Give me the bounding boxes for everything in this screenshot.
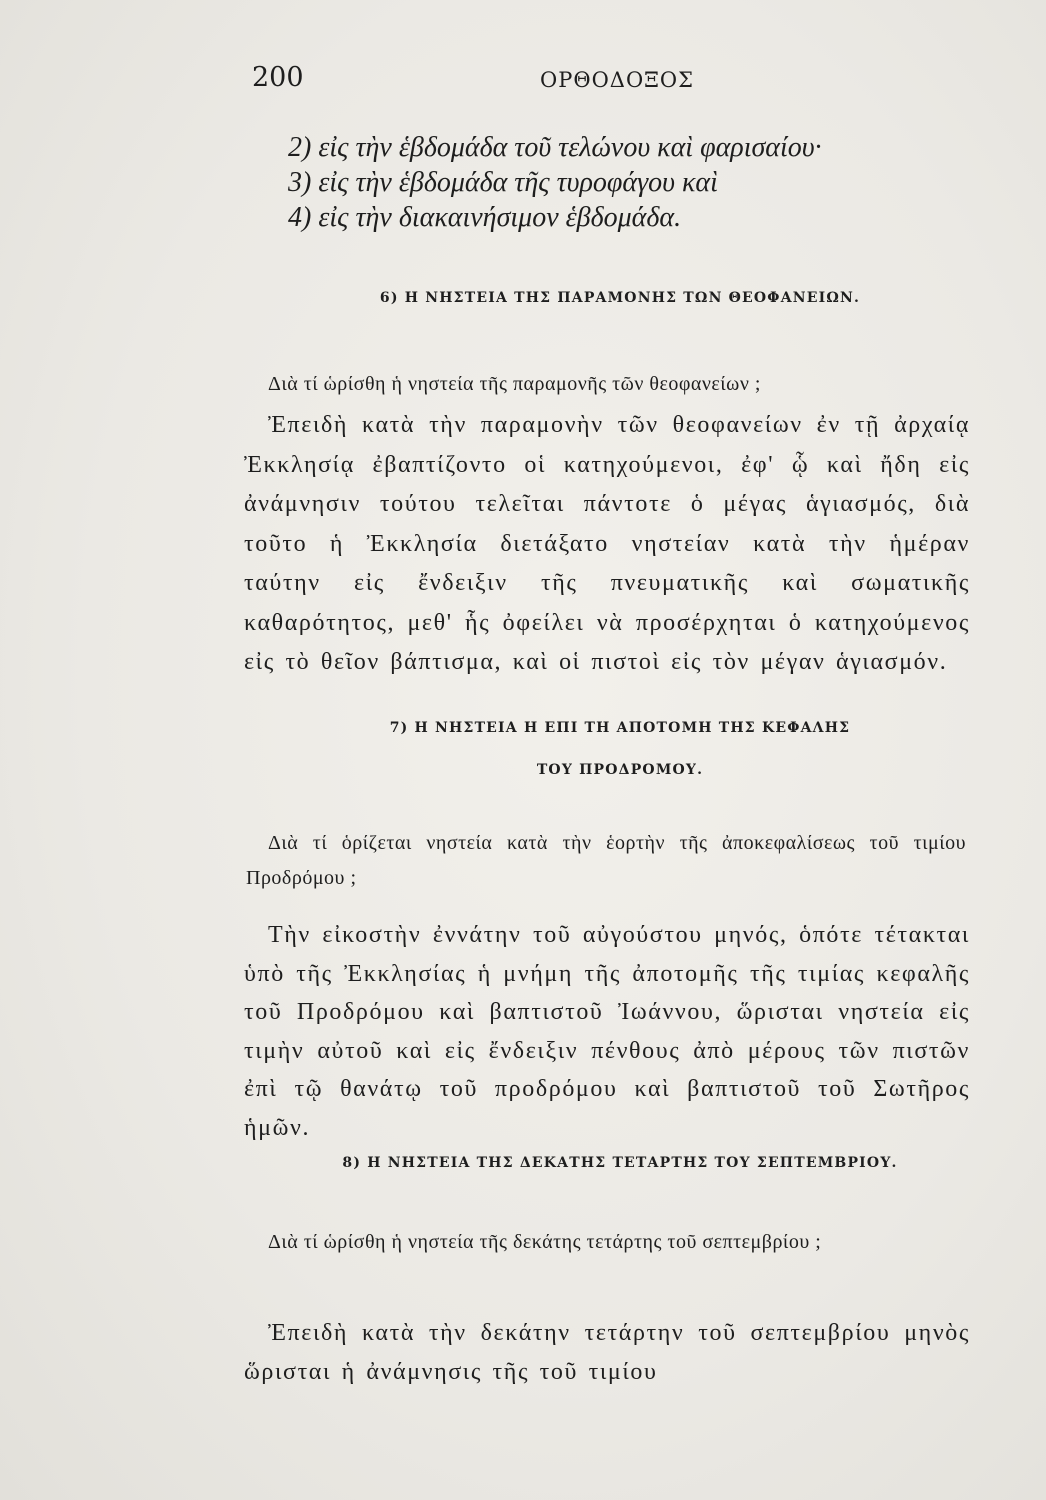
section-heading-8: 8) Η ΝΗΣΤΕΙΑ ΤΗΣ ΔΕΚΑΤΗΣ ΤΕΤΑΡΤΗΣ ΤΟΥ ΣΕΠΤΕΜΒΡΙΟΥ. bbox=[342, 1155, 898, 1171]
list-item: 3) εἰς τὴν ἑβδομάδα τῆς τυροφάγου καὶ bbox=[288, 167, 718, 198]
answer-7: Τὴν εἰκοστὴν ἐννάτην τοῦ αὐγούστου μηνός, ὁπότε τέτακται ὑπὸ τῆς Ἐκκλησίας ἡ μνήμη τῆς ἀποτομῆς τῆς τιμίας κεφαλῆς τοῦ Προδρόμου καὶ βαπτιστοῦ Ἰωάννου, ὥρισται νηστεία εἰς τιμὴν αὐτοῦ καὶ εἰς ἔνδειξιν πένθους ἀπὸ μέρους τῶν πιστῶν ἐπὶ τῷ θανάτῳ τοῦ προδρόμου καὶ βαπτιστοῦ τοῦ Σωτῆρος ἡμῶν. bbox=[244, 922, 970, 1141]
list-item: 4) εἰς τὴν διακαινήσιμον ἑβδομάδα. bbox=[288, 202, 682, 233]
question-6: Διὰ τί ὡρίσθη ἡ νηστεία τῆς παραμονῆς τῶν θεοφανείων ; bbox=[268, 373, 761, 395]
answer-8: Ἐπειδὴ κατὰ τὴν δεκάτην τετάρτην τοῦ σεπτεμβρίου μηνὸς ὥρισται ἡ ἀνάμνησις τῆς τοῦ τιμίου bbox=[244, 1320, 970, 1385]
page-number: 200 bbox=[252, 62, 304, 93]
section-heading-6: 6) Η ΝΗΣΤΕΙΑ ΤΗΣ ΠΑΡΑΜΟΝΗΣ ΤΩΝ ΘΕΟΦΑΝΕΙΩΝ. bbox=[379, 290, 861, 306]
running-title: ΟΡΘΟΔΟΞΟΣ bbox=[540, 68, 695, 92]
section-heading-7: 7) Η ΝΗΣΤΕΙΑ Η ΕΠΙ ΤΗ ΑΠΟΤΟΜΗ ΤΗΣ ΚΕΦΑΛΗΣ bbox=[389, 720, 851, 736]
question-7: Διὰ τί ὁρίζεται νηστεία κατὰ τὴν ἑορτὴν τῆς ἀποκεφαλίσεως τοῦ τιμίου Προδρόμου ; bbox=[246, 832, 966, 889]
answer-6: Ἐπειδὴ κατὰ τὴν παραμονὴν τῶν θεοφανείων ἐν τῇ ἀρχαίᾳ Ἐκκλησίᾳ ἐβαπτίζοντο οἱ κατηχούμενοι, ἐφ' ᾧ καὶ ἤδη εἰς ἀνάμνησιν τούτου τελεῖται πάντοτε ὁ μέγας ἁγιασμός, διὰ τοῦτο ἡ Ἐκκλησία διετάξατο νηστείαν κατὰ τὴν ἡμέραν ταύτην εἰς ἔνδειξιν τῆς πνευματικῆς καὶ σωματικῆς καθαρότητος, μεθ' ἧς ὀφείλει νὰ προσέρχηται ὁ κατηχούμενος εἰς τὸ θεῖον βάπτισμα, καὶ οἱ πιστοὶ εἰς τὸν μέγαν ἁγιασμόν. bbox=[244, 412, 970, 675]
page-header bbox=[0, 60, 1046, 100]
fasting-weeks-list bbox=[288, 130, 988, 235]
section-heading-7-continued: ΤΟΥ ΠΡΟΔΡΟΜΟΥ. bbox=[536, 762, 704, 778]
list-item: 2) εἰς τὴν ἑβδομάδα τοῦ τελώνου καὶ φαρισαίου· bbox=[288, 132, 822, 163]
question-8: Διὰ τί ὡρίσθη ἡ νηστεία τῆς δεκάτης τετάρτης τοῦ σεπτεμβρίου ; bbox=[268, 1231, 822, 1253]
